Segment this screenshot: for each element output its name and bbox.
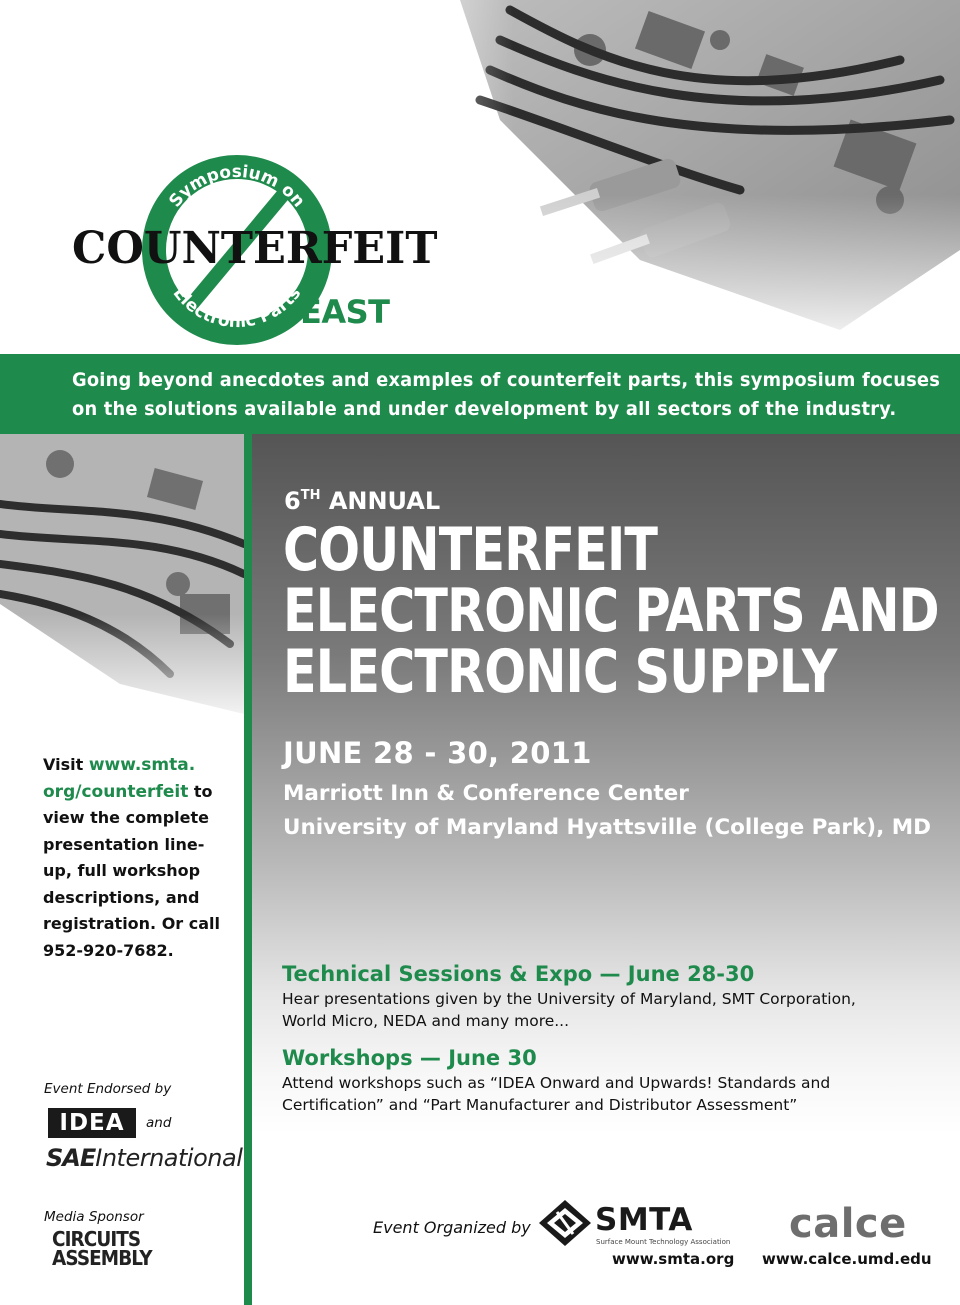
endorsed-label: Event Endorsed by (44, 1081, 172, 1097)
venue-line-2: University of Maryland Hyattsville (College Park), MD (283, 815, 931, 840)
hero-section (0, 0, 960, 354)
visit-url-link[interactable]: www.smta. (88, 755, 196, 775)
circuits-assembly-logo (52, 1227, 152, 1270)
green-divider (244, 434, 252, 1305)
event-title-line-3: ELECTRONIC SUPPLY (283, 637, 837, 707)
sae-rest: International (95, 1144, 243, 1172)
technical-sessions-heading: Technical Sessions & Expo — June 28-30 (282, 962, 755, 986)
visit-info (43, 752, 233, 964)
tagline-text (72, 366, 941, 424)
calce-logo: calce (789, 1201, 907, 1247)
organized-by-label: Event Organized by (373, 1218, 531, 1237)
technical-sessions-body: Hear presentations given by the University of Maryland, SMT Corporation, World Micro, NEDA and many more... (282, 990, 856, 1030)
media-sponsor-label: Media Sponsor (44, 1209, 144, 1225)
cable-photo (0, 434, 244, 734)
circuits-line-1: CIRCUITS (52, 1227, 141, 1251)
smta-wordmark: SMTA (595, 1202, 693, 1238)
symposium-logo (60, 155, 438, 345)
calce-url-link[interactable]: www.calce.umd.edu (762, 1250, 932, 1268)
idea-logo: IDEA (48, 1108, 136, 1138)
smta-subtitle: Surface Mount Technology Association (596, 1238, 731, 1246)
smta-logo (537, 1198, 737, 1248)
smta-url-link[interactable]: www.smta.org (612, 1250, 735, 1268)
workshops-heading: Workshops — June 30 (282, 1046, 537, 1070)
smta-diamond-icon (537, 1198, 593, 1248)
edition-number: 6 (284, 487, 301, 515)
tagline-banner (0, 354, 960, 434)
svg-text:Symposium on: Symposium on (165, 161, 309, 212)
visit-url-link-cont[interactable]: org/counterfeit (43, 781, 189, 802)
tagline-line-2: on the solutions available and under development by all sectors of the industry. (72, 398, 897, 420)
and-word: and (146, 1115, 172, 1131)
event-title (283, 515, 939, 707)
svg-text:Electronic Parts: Electronic Parts (168, 283, 306, 333)
edition-suffix: TH (300, 488, 321, 503)
event-title-line-1: COUNTERFEIT (283, 515, 658, 585)
visit-suffix: to view the complete presentation line-up, full workshop descriptions, and registration. Or call 952-920-7682. (43, 781, 221, 960)
venue-line-1: Marriott Inn & Conference Center (283, 781, 689, 806)
left-column (0, 434, 244, 1305)
workshops-body: Attend workshops such as “IDEA Onward and Upwards! Standards and Certification” and “Part Manufacturer and Distributor Assessment” (282, 1074, 831, 1114)
tagline-line-1: Going beyond anecdotes and examples of counterfeit parts, this symposium focuses (72, 369, 941, 391)
event-dates: JUNE 28 - 30, 2011 (283, 736, 592, 770)
sae-international-logo (46, 1144, 242, 1172)
circuit-board-photo (340, 0, 960, 354)
logo-region: EAST (300, 293, 390, 331)
sae-bold: SAE (46, 1144, 96, 1172)
visit-prefix: Visit (43, 755, 89, 774)
edition-heading (284, 487, 440, 515)
logo-wordmark: COUNTERFEIT (72, 223, 438, 274)
event-title-line-2: ELECTRONIC PARTS AND (283, 576, 939, 646)
circuits-line-2: ASSEMBLY (52, 1246, 152, 1270)
edition-word: ANNUAL (328, 487, 441, 515)
